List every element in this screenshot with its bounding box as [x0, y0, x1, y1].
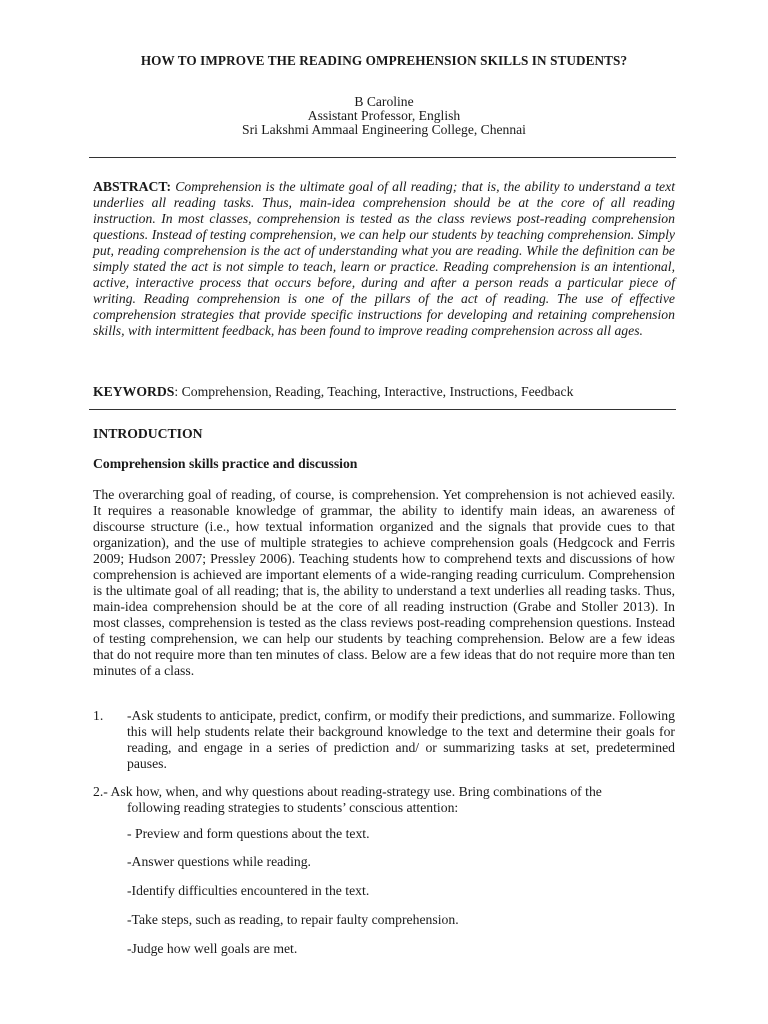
list-item-1: [93, 708, 675, 772]
list-item-2-first-line: 2.- Ask how, when, and why questions about reading-strategy use. Bring combinations of the: [93, 784, 602, 799]
divider-top: [89, 157, 676, 158]
keywords-label: KEYWORDS: [93, 384, 175, 399]
list-item-2: [93, 784, 675, 816]
author-position: Assistant Professor, English: [307, 108, 461, 123]
paper-title: HOW TO IMPROVE THE READING OMPREHENSION SKILLS IN STUDENTS?: [140, 53, 628, 68]
abstract-label: ABSTRACT:: [93, 179, 172, 194]
strategy-item: -Answer questions while reading.: [127, 854, 311, 869]
list-item-2-continuation: following reading strategies to students’ conscious attention:: [127, 800, 459, 815]
list-item-number: 1.: [93, 708, 104, 723]
abstract: [93, 179, 675, 339]
intro-paragraph: The overarching goal of reading, of course, is comprehension. Yet comprehension is not achieved easily. It requires a reasonable knowledge of grammar, the ability to identify main ideas, an awareness of discourse structure (i.e., how textual information organized and the signals that provide cues to that organization), and the use of multiple strategies to achieve comprehension goals (Hedgcock and Ferris 2009; Hudson 2007; Pressley 2006). Teaching students how to comprehend texts and discussions of how comprehension is achieved are important elements of a wide-ranging reading curriculum. Comprehension is the ultimate goal of all reading; that is, the ability to understand a text underlies all reading tasks. Thus, main-idea comprehension should be at the core of all reading instruction (Grabe and Stoller 2013). In most classes, comprehension is tested as the class reviews post-reading comprehension questions. Instead of testing comprehension, we can help our students by teaching comprehension. Below are a few ideas that do not require more than ten minutes of class. Below are a few ideas that do not require more than ten minutes of a class.: [93, 487, 675, 678]
keywords-text: : Comprehension, Reading, Teaching, Interactive, Instructions, Feedback: [174, 384, 574, 399]
divider-bottom: [89, 409, 676, 410]
strategy-item: -Judge how well goals are met.: [127, 941, 298, 956]
section-heading-introduction: INTRODUCTION: [93, 426, 203, 441]
author-block: [0, 95, 768, 137]
abstract-text: Comprehension is the ultimate goal of all reading; that is, the ability to understand a text underlies all reading tasks. Thus, main-idea comprehension should be at the core of all reading instruction. In most classes, comprehension is tested as the class reviews post-reading comprehension questions. Instead of testing comprehension, we can help our students by teaching comprehension. Simply put, reading comprehension is the act of understanding what you are reading. While the definition can be simply stated the act is not simple to teach, learn or practice. Reading comprehension is an intentional, active, interactive process that occurs before, during and after a person reads a particular piece of writing. Reading comprehension is one of the pillars of the act of reading. The use of effective comprehension strategies that provide specific instructions for developing and retaining comprehension skills, with intermittent feedback, has been found to improve reading comprehension across all ages.: [93, 179, 676, 338]
list-item-text: -Ask students to anticipate, predict, confirm, or modify their predictions, and summarize. Following this will help students relate their background knowledge to the text and determine their goals for reading, and engage in a series of prediction and/ or summarizing tasks at set, predetermined pauses.: [127, 708, 675, 771]
author-name: B Caroline: [354, 94, 414, 109]
keywords: [93, 384, 675, 400]
subsection-heading: Comprehension skills practice and discussion: [93, 456, 358, 471]
strategy-item: -Take steps, such as reading, to repair faulty comprehension.: [127, 912, 459, 927]
author-affiliation: Sri Lakshmi Ammaal Engineering College, Chennai: [242, 122, 526, 137]
strategy-item: -Identify difficulties encountered in the text.: [127, 883, 370, 898]
strategy-item: - Preview and form questions about the text.: [127, 826, 370, 841]
